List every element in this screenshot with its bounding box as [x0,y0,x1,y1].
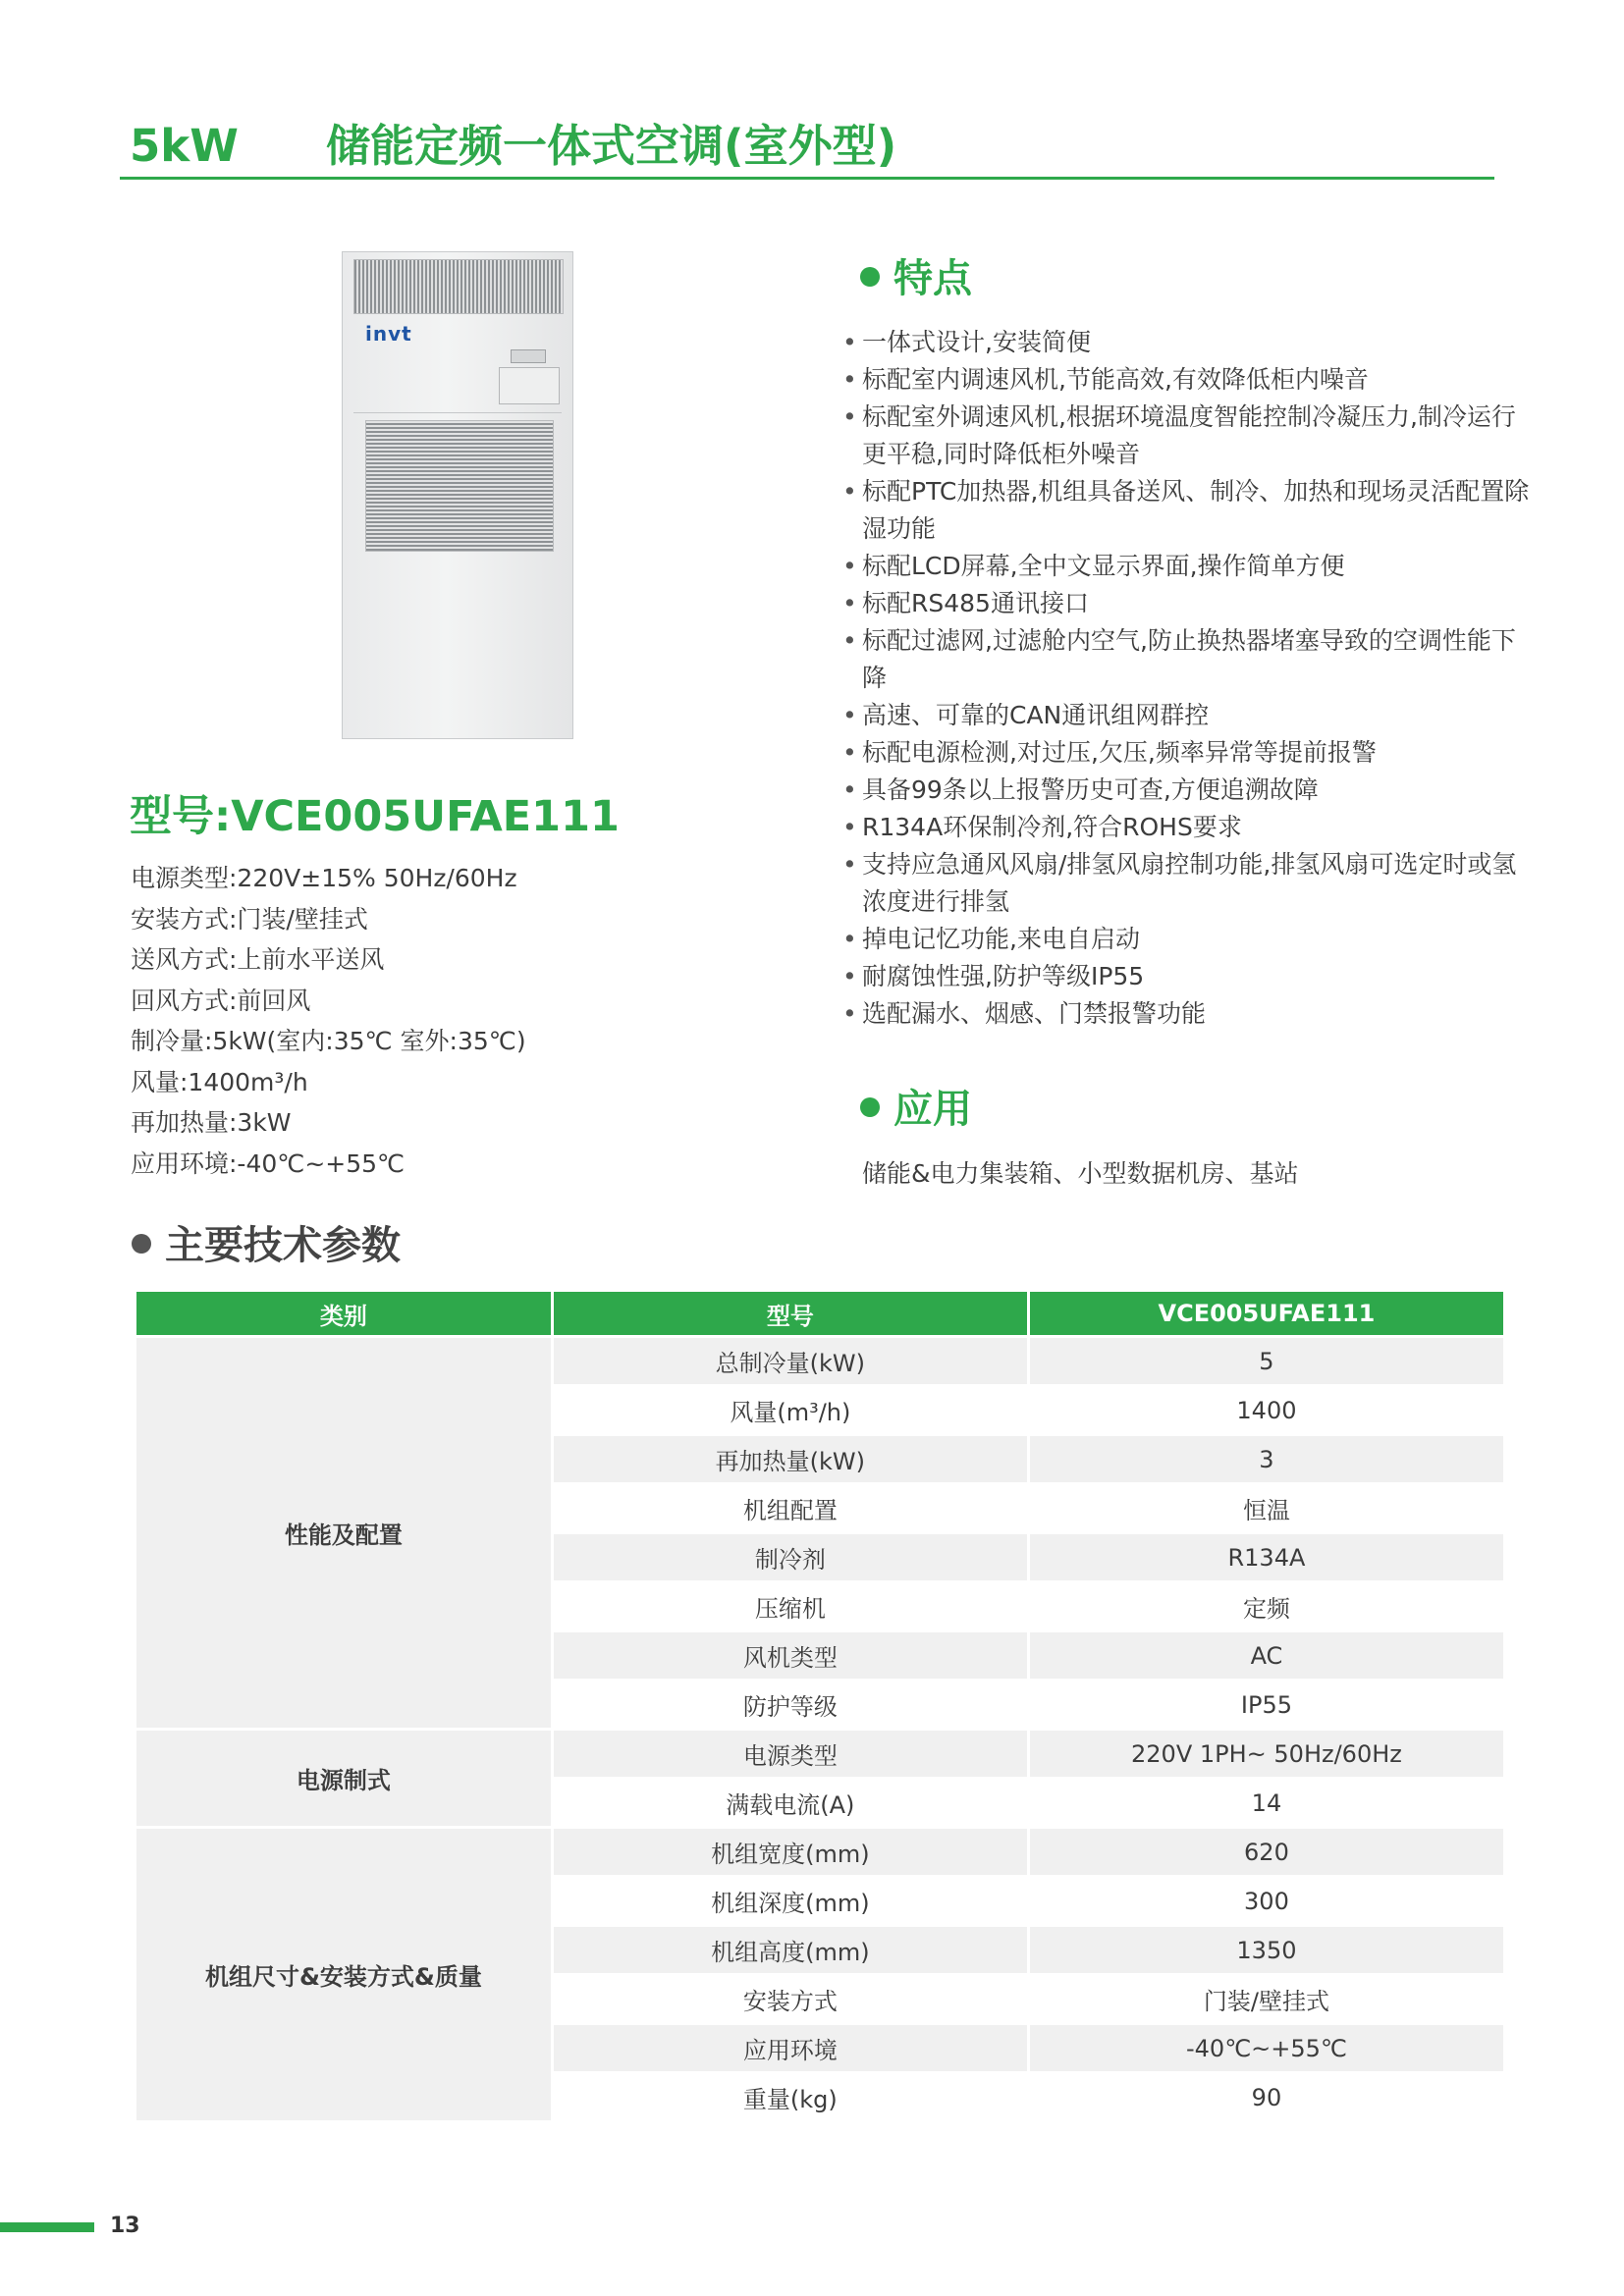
product-name: 储能定频一体式空调(室外型) [326,120,897,172]
spec-item: 电源类型:220V±15% 50Hz/60Hz [131,864,517,892]
feature-item: • 标配室外调速风机,根据环境温度智能控制冷凝压力,制冷运行更平稳,同时降低柜外噪音 [842,399,1530,473]
feature-item: • 具备99条以上报警历史可查,方便追溯故障 [842,772,1530,809]
param-name-cell: 防护等级 [554,1682,1027,1728]
feature-item: • 高速、可靠的CAN通讯组网群控 [842,697,1530,734]
bullet-dot-icon [860,267,880,287]
feature-item: • 标配RS485通讯接口 [842,585,1530,622]
params-table [134,1289,1506,2123]
param-value-cell: 3 [1030,1436,1503,1482]
param-value-cell: IP55 [1030,1682,1503,1728]
param-name-cell: 重量(kg) [554,2074,1027,2120]
application-heading: 应用 [860,1078,972,1134]
bullet-dot-icon [132,1234,151,1254]
display-window [511,349,546,363]
feature-item: • 选配漏水、烟感、门禁报警功能 [842,995,1530,1033]
param-value-cell: 300 [1030,1878,1503,1924]
table-row [136,1829,1503,1875]
feature-item: • 支持应急通风风扇/排氢风扇控制功能,排氢风扇可选定时或氢浓度进行排氢 [842,846,1530,921]
param-value-cell: 恒温 [1030,1485,1503,1531]
param-name-cell: 风量(m³/h) [554,1387,1027,1433]
model-title: 型号:VCE005UFAE111 [130,792,620,841]
param-name-cell: 安装方式 [554,1976,1027,2022]
param-name-cell: 应用环境 [554,2025,1027,2071]
footer-bar [0,2222,94,2232]
param-value-cell: -40℃~+55℃ [1030,2025,1503,2071]
product-image [342,251,573,739]
param-value-cell: 1400 [1030,1387,1503,1433]
param-value-cell: 14 [1030,1780,1503,1826]
header-category: 类别 [136,1292,551,1335]
panel-seam [353,412,562,413]
feature-list [842,324,1530,1033]
feature-item: • 掉电记忆功能,来电自启动 [842,921,1530,958]
control-panel [499,367,560,404]
param-name-cell: 机组配置 [554,1485,1027,1531]
power-rating: 5kW [130,120,239,172]
header-model: VCE005UFAE111 [1030,1292,1503,1335]
param-name-cell: 电源类型 [554,1731,1027,1777]
page-number: 13 [110,2214,140,2238]
feature-item: • 标配过滤网,过滤舱内空气,防止换热器堵塞导致的空调性能下降 [842,622,1530,697]
table-row [136,1338,1503,1384]
param-name-cell: 制冷剂 [554,1534,1027,1580]
middle-grille [365,420,554,552]
brand-logo: invt [365,322,412,346]
feature-item: • 耐腐蚀性强,防护等级IP55 [842,958,1530,995]
feature-item: • 标配LCD屏幕,全中文显示界面,操作简单方便 [842,548,1530,585]
spec-item: 风量:1400m³/h [131,1067,308,1096]
spec-item: 制冷量:5kW(室内:35℃ 室外:35℃) [131,1027,526,1055]
table-header-row [136,1292,1503,1335]
param-name-cell: 风机类型 [554,1632,1027,1679]
param-name-cell: 总制冷量(kW) [554,1338,1027,1384]
param-value-cell: 620 [1030,1829,1503,1875]
param-value-cell: AC [1030,1632,1503,1679]
param-name-cell: 再加热量(kW) [554,1436,1027,1482]
feature-item: • R134A环保制冷剂,符合ROHS要求 [842,809,1530,846]
title-divider [120,177,1494,180]
param-name-cell: 满载电流(A) [554,1780,1027,1826]
param-name-cell: 机组宽度(mm) [554,1829,1027,1875]
param-name-cell: 机组深度(mm) [554,1878,1027,1924]
category-cell: 性能及配置 [136,1338,551,1728]
param-name-cell: 机组高度(mm) [554,1927,1027,1973]
top-grille [353,259,564,314]
spec-item: 送风方式:上前水平送风 [131,945,385,974]
bullet-dot-icon [860,1097,880,1117]
category-cell: 电源制式 [136,1731,551,1826]
param-name-cell: 压缩机 [554,1583,1027,1629]
param-value-cell: 220V 1PH~ 50Hz/60Hz [1030,1731,1503,1777]
spec-item: 回风方式:前回风 [131,986,311,1015]
application-text: 储能&电力集装箱、小型数据机房、基站 [862,1159,1299,1188]
table-row [136,1731,1503,1777]
feature-item: • 标配PTC加热器,机组具备送风、制冷、加热和现场灵活配置除湿功能 [842,473,1530,548]
param-value-cell: 定频 [1030,1583,1503,1629]
spec-item: 安装方式:门装/壁挂式 [131,904,368,934]
spec-item: 再加热量:3kW [131,1108,292,1137]
params-heading: 主要技术参数 [132,1214,401,1270]
feature-item: • 一体式设计,安装简便 [842,324,1530,361]
param-value-cell: 5 [1030,1338,1503,1384]
param-value-cell: R134A [1030,1534,1503,1580]
feature-item: • 标配室内调速风机,节能高效,有效降低柜内噪音 [842,361,1530,399]
param-value-cell: 1350 [1030,1927,1503,1973]
spec-item: 应用环境:-40℃~+55℃ [131,1148,406,1178]
feature-item: • 标配电源检测,对过压,欠压,频率异常等提前报警 [842,734,1530,772]
header-item: 型号 [554,1292,1027,1335]
page-title [130,110,896,179]
spec-list [131,858,526,1184]
features-heading: 特点 [860,247,972,303]
param-value-cell: 90 [1030,2074,1503,2120]
category-cell: 机组尺寸&安装方式&质量 [136,1829,551,2120]
param-value-cell: 门装/壁挂式 [1030,1976,1503,2022]
